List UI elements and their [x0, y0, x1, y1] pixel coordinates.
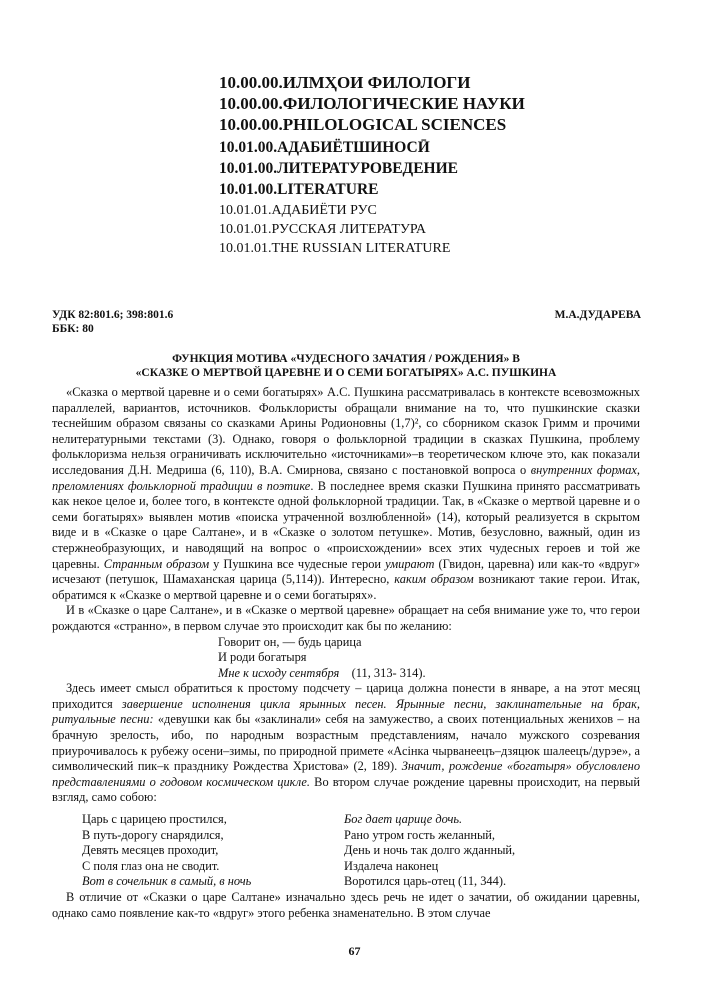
paragraph-1 — [52, 385, 640, 603]
paragraph-1-emphasis: умирают — [385, 556, 435, 571]
paragraph-3-text: «девушки как бы «заклинали» себя на замужество, а своих потенциальных женихов – на брачную зрелость, ибо, по народным возрастным представлениям, начало мужского созревания приурочивалось к рубежу осени–зимы, по природной примете «Асінка чырванеецъ–дзяцюк шалеецъ/дурэе», а символический пик–к празднику Рождества Христова» (2, 189). — [52, 712, 641, 774]
udk-code: УДК 82:801.6; 398:801.6 — [52, 309, 174, 321]
paragraph-3-emphasis: Значит, рождение «богатыря» обусловлено представлениями о годовом космическом цикле. — [52, 759, 641, 789]
paragraph-2: И в «Сказке о царе Салтане», и в «Сказке о мертвой царевне» обращает на себя внимание уже то, что герои рождаются «странно», в первом случае это происходит как бы по желанию: — [52, 603, 640, 633]
paragraph-4: В отличие от «Сказки о царе Салтане» изначально здесь речь не идет о зачатии, об ожидании царевны, однако само появление как-то «вдруг» этого ребенка знаменательно. В этом случае — [52, 890, 640, 920]
poem-line: Девять месяцев проходит, — [82, 843, 219, 858]
poem-column-right — [338, 812, 515, 890]
subrubric-tj: 10.01.00.АДАБИЁТШИНОСӢ — [219, 139, 430, 156]
rubric-en: 10.00.00.PHILOLOGICAL SCIENCES — [219, 115, 507, 134]
poem-quote-2 — [52, 812, 640, 890]
paragraph-1-text: «Сказка о мертвой царевне и о семи богатырях» А.С. Пушкина рассматривалась в контексте всевозможных параллелей, вариантов, источников. Фольклористы обращали внимание на то, что пушкинские сказки теснейшим образом связаны со сказками Арины Родионовны (1,7)², со сборником сказок Гримм и прочими нелитературными текстами (3). Однако, говоря о фольклорной традиции в сказках Пушкина, проблему фольклоризма нельзя ограничивать исключительно «источниками»–в теоретическом ключе это, как показали исследования Д.Н. Медриша (6, 110), В.А. Смирнова, связано с постановкой вопроса о — [52, 385, 640, 477]
subrubric-ru: 10.01.00.ЛИТЕРАТУРОВЕДЕНИЕ — [219, 160, 459, 177]
specialty-en: 10.01.01.THE RUSSIAN LITERATURE — [219, 241, 451, 256]
poem-line — [82, 874, 338, 890]
article-title-line-1: ФУНКЦИЯ МОТИВА «ЧУДЕСНОГО ЗАЧАТИЯ / РОЖДЕНИЯ» В — [172, 353, 520, 365]
poem-line-italic: Вот в сочельник в самый, в ночь — [82, 874, 252, 889]
poem-line — [218, 666, 640, 682]
paragraph-3-text: Здесь имеет смысл обратиться к простому подсчету – царица должна понести в январе, а на этот месяц приходится — [52, 681, 640, 711]
rubric-header — [219, 72, 689, 258]
poem-line-italic: Бог дает царице дочь. — [344, 812, 463, 827]
paragraph-3-text: Во втором случае рождение царевны происходит, на первый взгляд, само собою: — [52, 774, 640, 805]
poem-line: И роди богатыря — [218, 650, 307, 665]
specialty-ru: 10.01.01.РУССКАЯ ЛИТЕРАТУРА — [219, 222, 426, 237]
poem-line: Царь с царицею простился, — [82, 812, 227, 827]
paragraph-1-emphasis: Странным образом — [103, 556, 210, 571]
article-title — [52, 352, 640, 380]
rubric-ru: 10.00.00.ФИЛОЛОГИЧЕСКИЕ НАУКИ — [219, 94, 525, 113]
paragraph-3 — [52, 681, 640, 806]
bbk-code: ББК: 80 — [52, 323, 94, 335]
paragraph-1-text: . В последнее время сказки Пушкина принято рассматривать как некое целое и, более того, в контексте одной фольклорной традиции. Так, в «Сказке о мертвой царевне и о семи богатырях» выявлен мотив «поиска утраченной возлюбленной» (14), который реализуется в скрытом виде и в «Сказке о царе Салтане», и в «Сказке о золотом петушке». Мотив, безусловно, важный, один из стержнеобразующих, и наводящий на вопрос о «происхождении» всех этих чудесных героев и той же царевны. — [52, 478, 641, 571]
poem-line: Воротился царь-отец (11, 344). — [344, 874, 507, 889]
subrubric-en: 10.01.00.LITERATURE — [219, 181, 379, 198]
poem-line: С поля глаз она не сводит. — [82, 858, 220, 873]
paragraph-3-emphasis: завершение исполнения цикла ярынных песен. Ярынные песни, заклинательные на брак, ритуальные песни: — [52, 696, 640, 727]
poem-line: В путь-дорогу снарядился, — [82, 827, 224, 842]
rubric-tj: 10.00.00.ИЛМҲОИ ФИЛОЛОГИ — [219, 73, 471, 92]
poem-line: Рано утром гость желанный, — [344, 827, 496, 842]
poem-column-left — [52, 812, 338, 890]
poem-line: День и ночь так долго жданный, — [344, 843, 516, 858]
paragraph-1-text: возникают такие герои. Итак, обратимся к «Сказке о мертвой царевне и о семи богатырях». — [52, 572, 640, 602]
paragraph-1-text: (Гвидон, царевна) или как-то «вдруг» исчезают (петушок, Шамаханская царица (5,114)). Интересно, — [52, 556, 640, 587]
paragraph-1-emphasis: внутренних формах, преломлениях фольклорной традиции в поэтике — [52, 462, 640, 493]
page-number: 67 — [348, 944, 361, 958]
poem-line: Говорит он, — будь царица — [218, 634, 362, 649]
paragraph-1-text: у Пушкина все чудесные герои — [209, 556, 386, 571]
poem-line: Издалеча наконец — [344, 858, 439, 873]
paragraph-1-emphasis: каким образом — [394, 572, 474, 587]
author-name: М.А.ДУДАРЕВА — [554, 309, 641, 321]
poem-line — [344, 812, 515, 828]
article-body — [52, 385, 640, 921]
poem-citation: (11, 313- 314). — [351, 665, 426, 680]
poem-line-italic: Мне к исходу сентября — [218, 665, 340, 680]
classification-codes — [52, 308, 173, 336]
specialty-tj: 10.01.01.АДАБИЁТИ РУС — [219, 203, 377, 218]
poem-quote-1 — [218, 635, 640, 682]
article-title-line-2: «СКАЗКЕ О МЕРТВОЙ ЦАРЕВНЕ И О СЕМИ БОГАТЫРЯХ» А.С. ПУШКИНА — [135, 367, 557, 379]
